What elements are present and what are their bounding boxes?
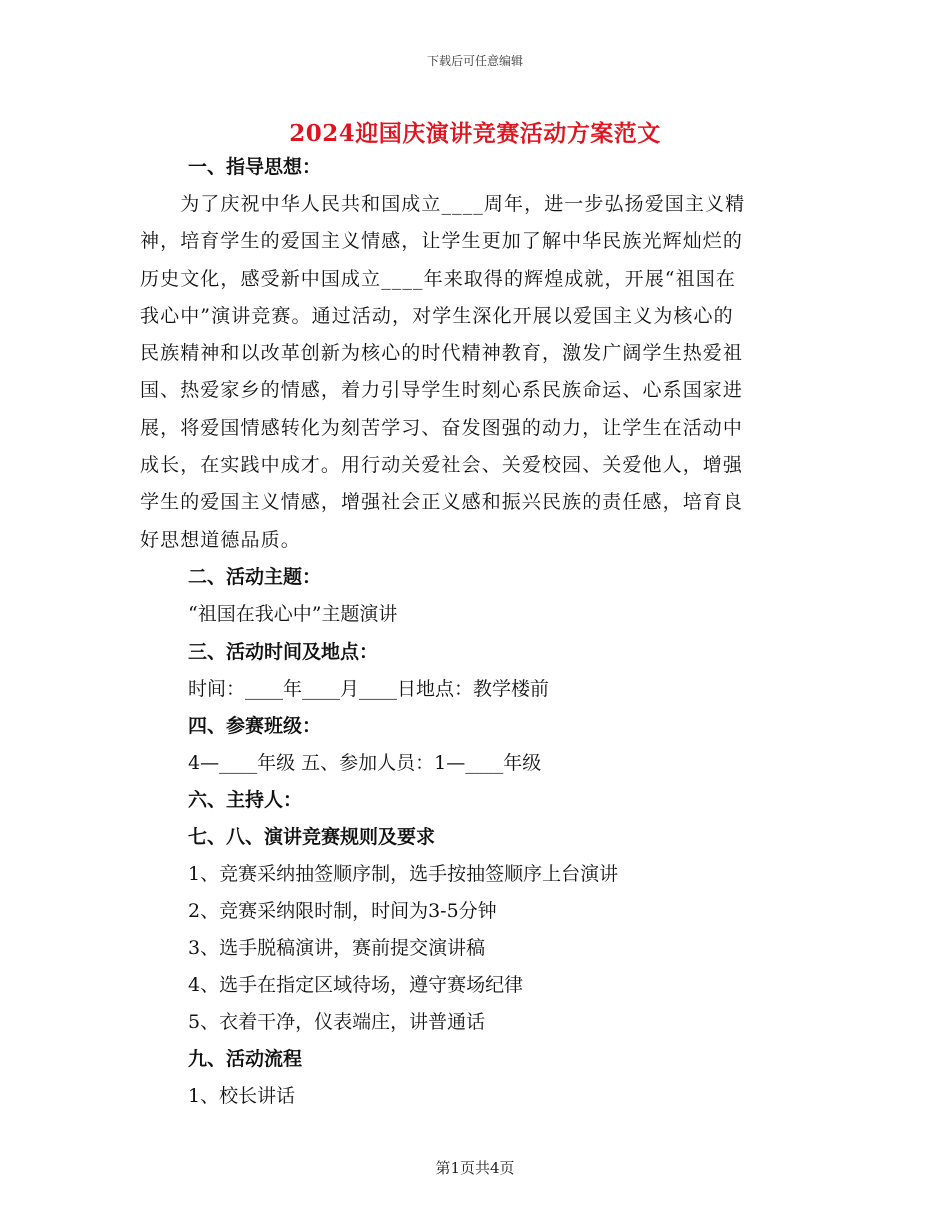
page-footer: 第1页共4页 (435, 1159, 515, 1177)
rule-item: 5、衣着干净，仪表端庄，讲普通话 (188, 1011, 486, 1033)
document-title: 2024迎国庆演讲竞赛活动方案范文 (289, 120, 661, 147)
section-heading-theme: 二、活动主题： (188, 566, 322, 588)
time-place-text: 时间：____年____月____日地点：教学楼前 (188, 678, 550, 700)
section-heading-host: 六、主持人： (188, 789, 303, 811)
flow-item: 1、校长讲话 (188, 1085, 296, 1107)
theme-text: “祖国在我心中”主题演讲 (188, 603, 398, 625)
guiding-ideology-paragraph (140, 186, 800, 559)
section-heading-classes: 四、参赛班级： (188, 715, 322, 737)
paragraph-line: 好思想道德品质。 (140, 528, 301, 551)
paragraph-line: 学生的爱国主义情感，增强社会正义感和振兴民族的责任感，培育良 (140, 491, 744, 514)
section-heading-flow: 九、活动流程 (188, 1048, 303, 1070)
rule-item: 4、选手在指定区域待场，遵守赛场纪律 (188, 974, 524, 996)
section-heading-rules: 七、八、演讲竞赛规则及要求 (188, 826, 436, 848)
section-heading-time-place: 三、活动时间及地点： (188, 641, 379, 663)
section-heading-guiding-ideology: 一、指导思想： (188, 156, 322, 178)
paragraph-line: 国、热爱家乡的情感，着力引导学生时刻心系民族命运、心系国家进 (140, 379, 744, 402)
header-note: 下载后可任意编辑 (426, 54, 523, 68)
paragraph-line: 历史文化，感受新中国成立____年来取得的辉煌成就，开展“祖国在 (140, 267, 736, 290)
paragraph-line: 民族精神和以改革创新为核心的时代精神教育，激发广阔学生热爱祖 (140, 342, 744, 365)
paragraph-line: 我心中”演讲竞赛。通过活动，对学生深化开展以爱国主义为核心的 (140, 304, 734, 327)
rule-item: 3、选手脱稿演讲，赛前提交演讲稿 (188, 937, 486, 959)
paragraph-line: 神，培育学生的爱国主义情感，让学生更加了解中华民族光辉灿烂的 (140, 230, 744, 253)
paragraph-line: 展，将爱国情感转化为刻苦学习、奋发图强的动力，让学生在活动中 (140, 416, 744, 439)
classes-text: 4—____年级 五、参加人员：1—____年级 (188, 752, 542, 774)
paragraph-line: 成长，在实践中成才。用行动关爱社会、关爱校园、关爱他人，增强 (140, 454, 744, 477)
rule-item: 1、竞赛采纳抽签顺序制，选手按抽签顺序上台演讲 (188, 863, 619, 885)
paragraph-line: 为了庆祝中华人民共和国成立____周年，进一步弘扬爱国主义精 (140, 193, 746, 215)
rule-item: 2、竞赛采纳限时制，时间为3-5分钟 (188, 900, 497, 922)
